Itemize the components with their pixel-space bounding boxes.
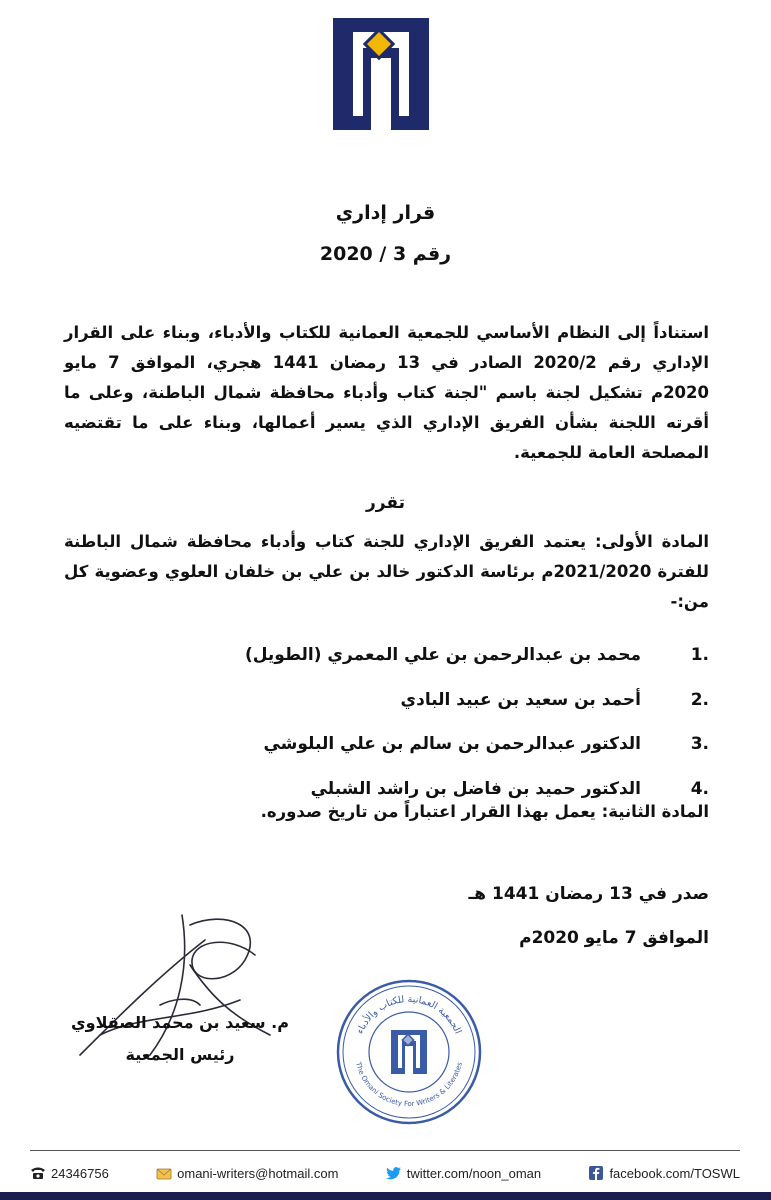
list-item [89, 722, 709, 767]
member-number: 4. [690, 778, 709, 799]
society-logo [333, 18, 429, 130]
list-item [89, 678, 709, 723]
member-number: 3. [690, 734, 709, 755]
bottom-color-bar [0, 1192, 771, 1200]
member-number: 1. [690, 645, 709, 666]
issue-date: صدر في 13 رمضان 1441 هـ [468, 884, 709, 904]
mail-icon [156, 1166, 172, 1180]
email-address[interactable]: omani-writers@hotmail.com [177, 1165, 339, 1181]
article-one: المادة الأولى: يعتمد الفريق الإداري للجنة كتاب وأدباء محافظة شمال الباطنة للفترة 2021/2020م برئاسة الدكتور خالد بن علي بن خلفان العلوي وعضوية كل من:- [64, 532, 709, 611]
decision-number: رقم 3 / 2020 [319, 243, 452, 265]
footer-phone [30, 1166, 109, 1181]
signer-title: رئيس الجمعية [125, 1045, 235, 1064]
twitter-icon [386, 1166, 402, 1180]
phone-number: 24346756 [51, 1165, 109, 1181]
footer-facebook[interactable] [588, 1166, 740, 1181]
seal-english-text: The Omani Society For Writers & Literates [354, 1061, 464, 1109]
gregorian-date: الموافق 7 مايو 2020م [519, 928, 709, 948]
footer-contacts [30, 1162, 740, 1184]
article-two: المادة الثانية: يعمل بهذا القرار اعتباراً من تاريخ صدوره. [260, 802, 709, 821]
list-item [89, 633, 709, 678]
preamble-paragraph: استناداً إلى النظام الأساسي للجمعية العمانية للكتاب والأدباء، وبناء على القرار الإداري رقم 2020/2 الصادر في 13 رمضان 1441 هجري، الموافق 7 مايو 2020م تشكيل لجنة باسم "لجنة كتاب وأدباء محافظة شمال الباطنة، وعلى ما أقرته اللجنة بشأن الفريق الإداري الذي يسير أعمالها، وبناء على ما تقتضيه المصلحة العامة للجمعية. [64, 323, 709, 462]
facebook-icon [588, 1166, 604, 1180]
official-seal [335, 978, 483, 1126]
twitter-handle[interactable]: twitter.com/noon_oman [406, 1165, 542, 1181]
svg-text:The Omani Society For Writers [354, 1060, 464, 1108]
member-name: الدكتور حميد بن فاضل بن راشد الشبلي [310, 778, 641, 799]
facebook-page[interactable]: facebook.com/TOSWL [609, 1165, 740, 1181]
seal-arabic-text: الجمعية العمانية للكتاب والأدباء [354, 993, 464, 1036]
document-title: قرار إداري [335, 202, 436, 224]
svg-text:الجمعية العمانية للكتاب والأدب [355, 994, 463, 1036]
footer-divider [30, 1150, 740, 1151]
member-name: أحمد بن سعيد بن عبيد البادي [400, 689, 641, 710]
members-list [89, 633, 709, 811]
seal-logo-icon [391, 1030, 427, 1074]
footer-twitter[interactable] [386, 1166, 541, 1181]
signer-name: م. سعيد بن محمد الصقلاوي [71, 1013, 289, 1032]
phone-icon [30, 1166, 46, 1180]
member-name: الدكتور عبدالرحمن بن سالم بن علي البلوشي [263, 734, 641, 755]
footer-email[interactable] [156, 1166, 338, 1181]
decision-heading: تقرر [366, 493, 405, 513]
member-number: 2. [690, 689, 709, 710]
member-name: محمد بن عبدالرحمن بن علي المعمري (الطويل) [244, 645, 641, 666]
